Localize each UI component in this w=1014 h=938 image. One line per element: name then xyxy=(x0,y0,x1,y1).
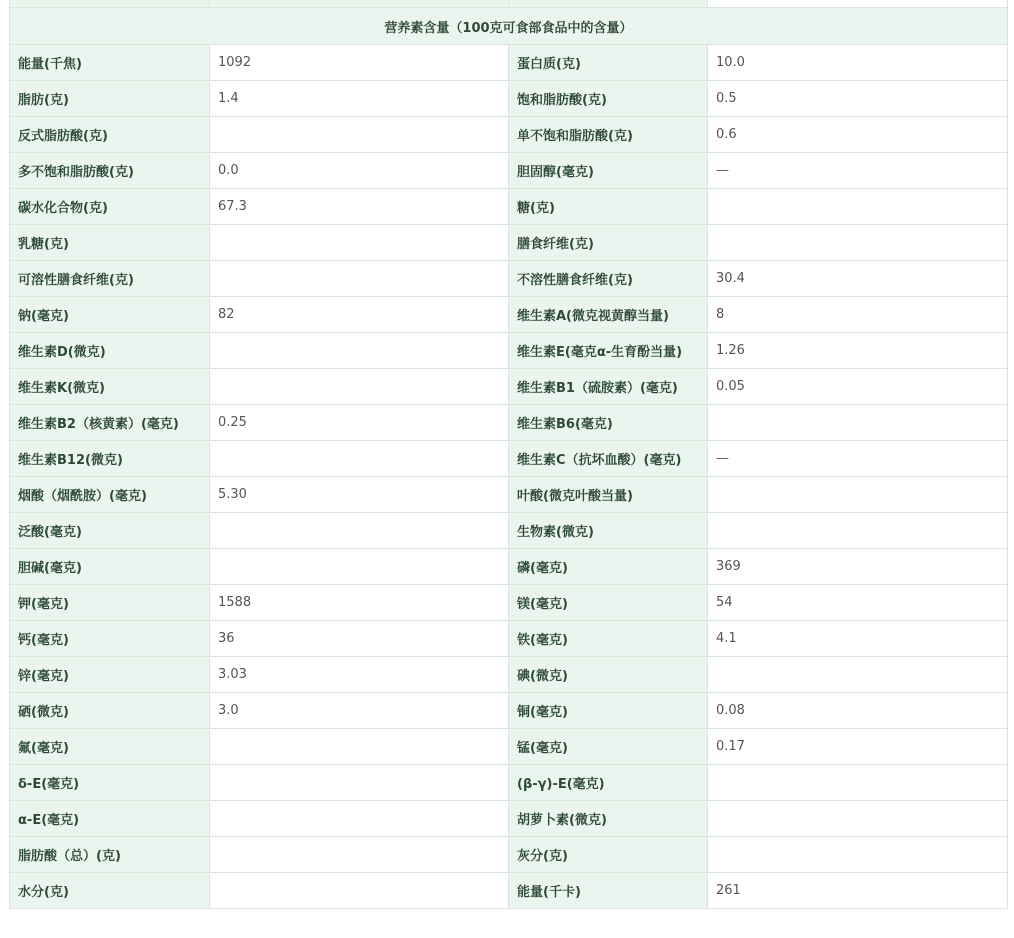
nutrient-label: 钠(毫克) xyxy=(10,297,210,333)
nutrient-label: 磷(毫克) xyxy=(509,549,708,585)
nutrient-label: 锌(毫克) xyxy=(10,657,210,693)
nutrient-label: 能量(千焦) xyxy=(10,45,210,81)
nutrient-label: 反式脂肪酸(克) xyxy=(10,117,210,153)
nutrient-value xyxy=(708,657,1008,693)
table-row xyxy=(10,369,1008,405)
table-row xyxy=(10,333,1008,369)
nutrient-value: 0.08 xyxy=(708,693,1008,729)
nutrient-value xyxy=(210,369,509,405)
table-row xyxy=(10,81,1008,117)
nutrient-label: δ-E(毫克) xyxy=(10,765,210,801)
nutrient-value: 0.05 xyxy=(708,369,1008,405)
nutrient-value xyxy=(708,513,1008,549)
nutrient-value: 1092 xyxy=(210,45,509,81)
nutrient-label: 钾(毫克) xyxy=(10,585,210,621)
nutrient-label: 碳水化合物(克) xyxy=(10,189,210,225)
table-row xyxy=(10,693,1008,729)
nutrient-label: 蛋白质(克) xyxy=(509,45,708,81)
table-row xyxy=(10,117,1008,153)
nutrient-value: 67.3 xyxy=(210,189,509,225)
nutrient-value: 0.5 xyxy=(708,81,1008,117)
nutrient-value: 5.30 xyxy=(210,477,509,513)
nutrient-value: 8 xyxy=(708,297,1008,333)
nutrition-table-container xyxy=(9,0,1007,909)
nutrient-label: 可溶性膳食纤维(克) xyxy=(10,261,210,297)
nutrient-value: 10.0 xyxy=(708,45,1008,81)
nutrient-value: 30.4 xyxy=(708,261,1008,297)
nutrition-table xyxy=(9,0,1008,909)
nutrient-label: 单不饱和脂肪酸(克) xyxy=(509,117,708,153)
nutrient-value xyxy=(708,189,1008,225)
nutrient-value: — xyxy=(708,441,1008,477)
nutrient-value: 0.0 xyxy=(210,153,509,189)
table-row xyxy=(10,189,1008,225)
table-header-row xyxy=(10,8,1008,45)
nutrient-value xyxy=(210,261,509,297)
nutrient-label: 锰(毫克) xyxy=(509,729,708,765)
nutrient-label: 硒(微克) xyxy=(10,693,210,729)
nutrient-value xyxy=(210,225,509,261)
nutrient-label: 脂肪(克) xyxy=(10,81,210,117)
nutrient-label: 氟(毫克) xyxy=(10,729,210,765)
nutrient-label: 维生素D(微克) xyxy=(10,333,210,369)
nutrient-value: 0.25 xyxy=(210,405,509,441)
table-row xyxy=(10,657,1008,693)
nutrient-label: 饱和脂肪酸(克) xyxy=(509,81,708,117)
nutrition-table-body xyxy=(10,0,1008,909)
nutrient-value xyxy=(210,333,509,369)
nutrient-label: 多不饱和脂肪酸(克) xyxy=(10,153,210,189)
nutrient-value: 369 xyxy=(708,549,1008,585)
table-row xyxy=(10,225,1008,261)
nutrient-value: 1588 xyxy=(210,585,509,621)
nutrient-label: 维生素B6(毫克) xyxy=(509,405,708,441)
nutrient-value xyxy=(708,477,1008,513)
table-row xyxy=(10,297,1008,333)
nutrient-label: 胆固醇(毫克) xyxy=(509,153,708,189)
nutrient-value xyxy=(708,837,1008,873)
nutrient-label: 糖(克) xyxy=(509,189,708,225)
nutrient-value: 82 xyxy=(210,297,509,333)
nutrient-value xyxy=(210,117,509,153)
table-row xyxy=(10,549,1008,585)
nutrient-value xyxy=(210,441,509,477)
nutrient-value xyxy=(210,549,509,585)
nutrient-label: 脂肪酸（总）(克) xyxy=(10,837,210,873)
nutrient-label: 铁(毫克) xyxy=(509,621,708,657)
nutrient-label: 烟酸（烟酰胺）(毫克) xyxy=(10,477,210,513)
nutrient-label: 镁(毫克) xyxy=(509,585,708,621)
nutrient-value xyxy=(708,225,1008,261)
table-top-edge-row xyxy=(10,0,1008,8)
nutrient-label: 维生素B1（硫胺素）(毫克) xyxy=(509,369,708,405)
nutrient-value xyxy=(708,405,1008,441)
nutrient-value: 1.4 xyxy=(210,81,509,117)
table-row xyxy=(10,45,1008,81)
nutrient-value xyxy=(210,729,509,765)
nutrient-label: 不溶性膳食纤维(克) xyxy=(509,261,708,297)
nutrient-value: 1.26 xyxy=(708,333,1008,369)
nutrient-value: — xyxy=(708,153,1008,189)
nutrient-label: 铜(毫克) xyxy=(509,693,708,729)
nutrient-label: 胡萝卜素(微克) xyxy=(509,801,708,837)
nutrient-label: 钙(毫克) xyxy=(10,621,210,657)
nutrient-value: 0.17 xyxy=(708,729,1008,765)
table-row xyxy=(10,873,1008,909)
nutrient-value: 3.0 xyxy=(210,693,509,729)
nutrient-label: 水分(克) xyxy=(10,873,210,909)
nutrient-label: 维生素B12(微克) xyxy=(10,441,210,477)
table-row xyxy=(10,477,1008,513)
table-row xyxy=(10,621,1008,657)
nutrient-label: 乳糖(克) xyxy=(10,225,210,261)
nutrient-label: 灰分(克) xyxy=(509,837,708,873)
nutrient-value: 36 xyxy=(210,621,509,657)
table-row xyxy=(10,585,1008,621)
nutrient-value xyxy=(210,765,509,801)
nutrient-label: 碘(微克) xyxy=(509,657,708,693)
table-row xyxy=(10,153,1008,189)
table-row xyxy=(10,765,1008,801)
nutrient-value xyxy=(210,873,509,909)
nutrient-value: 4.1 xyxy=(708,621,1008,657)
table-row xyxy=(10,261,1008,297)
nutrient-value: 3.03 xyxy=(210,657,509,693)
nutrient-value: 261 xyxy=(708,873,1008,909)
nutrient-label: 膳食纤维(克) xyxy=(509,225,708,261)
nutrient-label: 维生素C（抗坏血酸）(毫克) xyxy=(509,441,708,477)
nutrient-value xyxy=(708,765,1008,801)
nutrient-value xyxy=(210,837,509,873)
nutrient-value: 0.6 xyxy=(708,117,1008,153)
nutrient-value: 54 xyxy=(708,585,1008,621)
nutrient-label: 维生素K(微克) xyxy=(10,369,210,405)
nutrient-label: 胆碱(毫克) xyxy=(10,549,210,585)
nutrient-label: (β-γ)-E(毫克) xyxy=(509,765,708,801)
nutrient-value xyxy=(210,513,509,549)
nutrient-label: α-E(毫克) xyxy=(10,801,210,837)
table-row xyxy=(10,729,1008,765)
table-row xyxy=(10,441,1008,477)
table-header: 营养素含量（100克可食部食品中的含量） xyxy=(10,8,1008,45)
nutrient-label: 维生素B2（核黄素）(毫克) xyxy=(10,405,210,441)
table-row xyxy=(10,801,1008,837)
table-row xyxy=(10,513,1008,549)
nutrient-label: 生物素(微克) xyxy=(509,513,708,549)
nutrient-label: 维生素E(毫克α-生育酚当量) xyxy=(509,333,708,369)
nutrient-label: 叶酸(微克叶酸当量) xyxy=(509,477,708,513)
table-row xyxy=(10,837,1008,873)
table-row xyxy=(10,405,1008,441)
nutrient-value xyxy=(210,801,509,837)
nutrient-label: 维生素A(微克视黄醇当量) xyxy=(509,297,708,333)
nutrient-label: 泛酸(毫克) xyxy=(10,513,210,549)
nutrient-label: 能量(千卡) xyxy=(509,873,708,909)
nutrient-value xyxy=(708,801,1008,837)
